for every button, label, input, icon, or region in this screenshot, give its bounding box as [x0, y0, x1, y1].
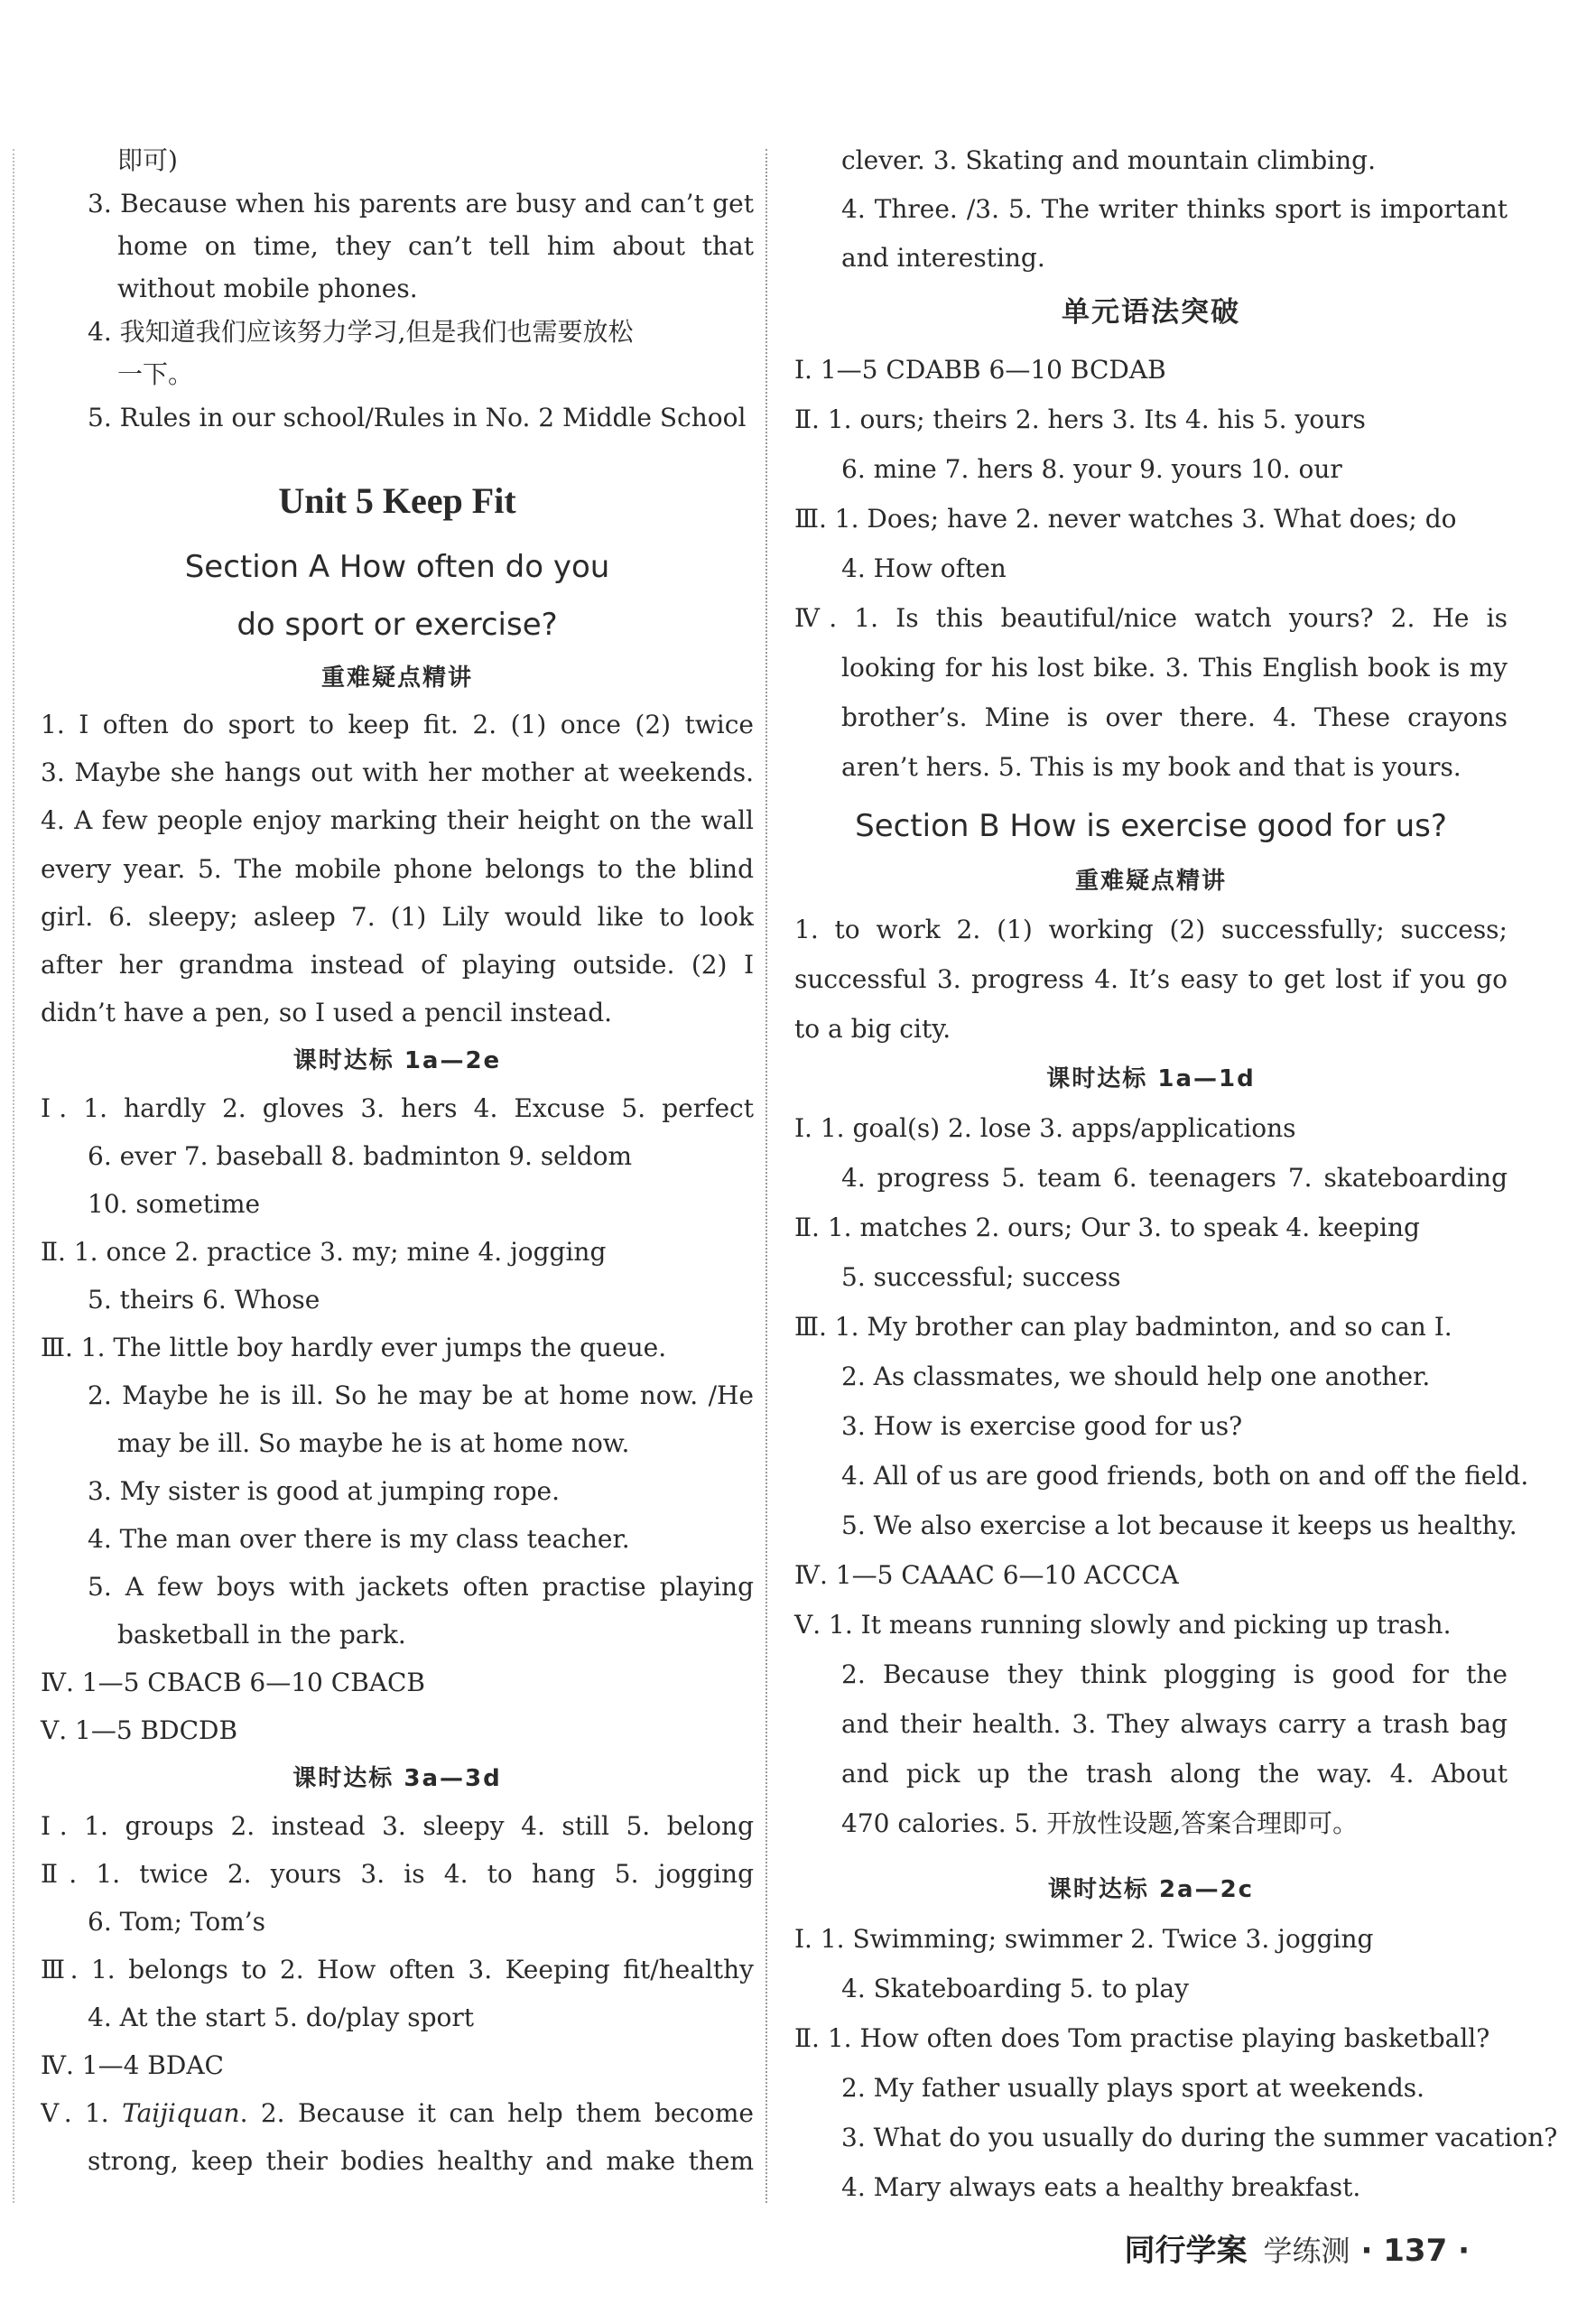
answer-line: without mobile phones.	[117, 274, 418, 303]
answer-line: Ⅳ. 1—5 CBACB 6—10 CBACB	[41, 1668, 425, 1697]
answer-line: 1. I often do sport to keep fit. 2. (1) once (2) twice	[41, 710, 754, 739]
answer-line: after her grandma instead of playing outside. (2) I	[41, 950, 754, 980]
answer-line: basketball in the park.	[117, 1620, 406, 1650]
answer-line: didn’t have a pen, so I used a pencil instead.	[41, 998, 613, 1027]
answer-line: 4. How often	[841, 553, 1007, 583]
answer-line: 4. progress 5. team 6. teenagers 7. skateboarding	[841, 1163, 1508, 1193]
answer-line: Ⅰ. 1—5 CDABB 6—10 BCDAB	[794, 355, 1166, 385]
answer-line: looking for his lost bike. 3. This English book is my	[841, 653, 1508, 683]
answer-line: Ⅰ. 1. goal(s) 2. lose 3. apps/applications	[794, 1113, 1296, 1143]
answer-line: 一下。	[117, 359, 194, 389]
answer-line	[41, 2097, 754, 2130]
lesson-heading-2a-2c: 课时达标 2a—2c	[1047, 1876, 1255, 1903]
answer-line: and their health. 3. They always carry a trash bag	[841, 1709, 1508, 1739]
answer-line: clever. 3. Skating and mountain climbing.	[841, 145, 1376, 175]
answer-line: Ⅲ. 1. My brother can play badminton, and so can I.	[794, 1312, 1452, 1342]
answer-line: 5. Rules in our school/Rules in No. 2 Middle School	[88, 403, 747, 432]
answer-line: 470 calories. 5. 开放性设题,答案合理即可。	[841, 1808, 1359, 1838]
answer-line: every year. 5. The mobile phone belongs to the blind	[41, 854, 754, 884]
answer-line: Ⅰ. 1. Swimming; swimmer 2. Twice 3. jogging	[794, 1924, 1374, 1954]
answer-line: 4. A few people enjoy marking their height on the wall	[41, 805, 754, 835]
answer-line: and interesting.	[841, 243, 1045, 273]
answer-line: strong, keep their bodies healthy and make them	[88, 2146, 754, 2176]
answer-line: may be ill. So maybe he is at home now.	[117, 1428, 630, 1458]
section-a-title-line2: do sport or exercise?	[237, 607, 558, 643]
answer-line: 4. 我知道我们应该努力学习,但是我们也需要放松	[88, 317, 634, 347]
lesson-heading-1a-2e: 课时达标 1a—2e	[292, 1047, 502, 1074]
answer-line: 6. ever 7. baseball 8. badminton 9. seldom	[88, 1141, 633, 1171]
answer-line: 10. sometime	[88, 1189, 261, 1219]
answer-line: 2. Maybe he is ill. So he may be at home now. /He	[88, 1380, 754, 1410]
answer-line: Ⅱ. 1. matches 2. ours; Our 3. to speak 4. keeping	[794, 1213, 1420, 1242]
answer-line: 即可)	[117, 145, 178, 175]
unit-title: Unit 5 Keep Fit	[278, 480, 516, 521]
answer-line: 5. theirs 6. Whose	[88, 1285, 320, 1315]
answer-line: 6. mine 7. hers 8. your 9. yours 10. our	[841, 454, 1342, 484]
answer-line: Ⅳ. 1—5 CAAAC 6—10 ACCCA	[794, 1560, 1179, 1590]
answer-line: 3. My sister is good at jumping rope.	[88, 1476, 560, 1506]
answer-line: Ⅱ. 1. once 2. practice 3. my; mine 4. jogging	[41, 1237, 607, 1267]
section-b-title: Section B How is exercise good for us?	[855, 808, 1447, 844]
lesson-heading-3a-3d: 课时达标 3a—3d	[292, 1765, 502, 1792]
answer-line: 4. All of us are good friends, both on and off the field.	[841, 1461, 1529, 1491]
answer-line: 2. Because they think plogging is good for the	[841, 1659, 1508, 1689]
brand-tagline: 学练测	[1263, 2234, 1350, 2268]
answer-line: brother’s. Mine is over there. 4. These crayons	[841, 702, 1508, 732]
answer-line: 4. Skateboarding 5. to play	[841, 1974, 1189, 2003]
answer-line: and pick up the trash along the way. 4. About	[841, 1759, 1508, 1789]
answer-line: 2. As classmates, we should help one another.	[841, 1361, 1431, 1391]
answer-line: to a big city.	[794, 1014, 951, 1044]
answer-line: Ⅰ. 1. hardly 2. gloves 3. hers 4. Excuse 5. perfect	[41, 1093, 754, 1123]
answer-line: 4. At the start 5. do/play sport	[88, 2003, 475, 2032]
answer-line: successful 3. progress 4. It’s easy to get lost if you go	[794, 964, 1508, 994]
answer-line: Ⅳ. 1. Is this beautiful/nice watch yours? 2. He is	[794, 603, 1508, 633]
answer-line: Ⅴ. 1—5 BDCDB	[41, 1715, 238, 1745]
answer-line: 4. The man over there is my class teacher.	[88, 1524, 630, 1554]
answer-line: 3. What do you usually do during the summer vacation?	[841, 2123, 1558, 2152]
answer-line: Ⅱ. 1. ours; theirs 2. hers 3. Its 4. his 5. yours	[794, 404, 1366, 434]
answer-line: Ⅲ. 1. Does; have 2. never watches 3. What does; do	[794, 504, 1457, 534]
answer-line: 5. We also exercise a lot because it keeps us healthy.	[841, 1510, 1517, 1540]
answer-line: 3. Maybe she hangs out with her mother at weekends.	[41, 757, 754, 787]
key-points-heading: 重难疑点精讲	[320, 664, 473, 692]
answer-line: Ⅴ. 1. It means running slowly and picking up trash.	[794, 1610, 1452, 1640]
brand-name: 同行学案	[1124, 2233, 1248, 2269]
answer-line: aren’t hers. 5. This is my book and that is yours.	[841, 752, 1461, 782]
answer-text: . 2. Because it can help them become	[239, 2098, 754, 2128]
page-edge-dotted-line	[13, 149, 14, 2203]
answer-line: 5. A few boys with jackets often practise playing	[88, 1572, 754, 1602]
answer-line: Ⅲ. 1. The little boy hardly ever jumps the queue.	[41, 1333, 667, 1362]
page-number: · 137 ·	[1360, 2233, 1470, 2269]
answer-line: 2. My father usually plays sport at weekends.	[841, 2073, 1425, 2103]
answer-line: 5. successful; success	[841, 1262, 1121, 1292]
answer-line: Ⅰ. 1. groups 2. instead 3. sleepy 4. still 5. belong	[41, 1811, 754, 1841]
answer-line: 3. Because when his parents are busy and can’t get	[88, 189, 754, 218]
answer-line: Ⅲ. 1. belongs to 2. How often 3. Keeping fit/healthy	[41, 1955, 754, 1984]
answer-line: Ⅱ. 1. How often does Tom practise playing basketball?	[794, 2023, 1490, 2053]
answer-line: Ⅳ. 1—4 BDAC	[41, 2050, 224, 2080]
lesson-heading-1a-1d: 课时达标 1a—1d	[1046, 1065, 1256, 1092]
italic-term: Taijiquan	[122, 2098, 240, 2128]
page-footer	[1125, 2226, 1471, 2270]
column-divider	[766, 149, 767, 2203]
answer-line: 4. Three. /3. 5. The writer thinks sport is important	[841, 194, 1508, 224]
answer-line: 3. How is exercise good for us?	[841, 1411, 1243, 1441]
answer-line: home on time, they can’t tell him about that	[117, 231, 754, 261]
answer-line: 6. Tom; Tom’s	[88, 1907, 266, 1937]
answer-line: 1. to work 2. (1) working (2) successfully; success;	[794, 915, 1508, 944]
answer-line: 4. Mary always eats a healthy breakfast.	[841, 2172, 1361, 2202]
answer-label: Ⅴ. 1.	[41, 2098, 123, 2128]
answer-line: girl. 6. sleepy; asleep 7. (1) Lily would like to look	[41, 902, 754, 932]
answer-line: Ⅱ. 1. twice 2. yours 3. is 4. to hang 5. jogging	[41, 1859, 754, 1889]
grammar-heading: 单元语法突破	[1062, 296, 1240, 329]
key-points-heading: 重难疑点精讲	[1074, 868, 1227, 895]
section-a-title-line1: Section A How often do you	[184, 549, 610, 585]
